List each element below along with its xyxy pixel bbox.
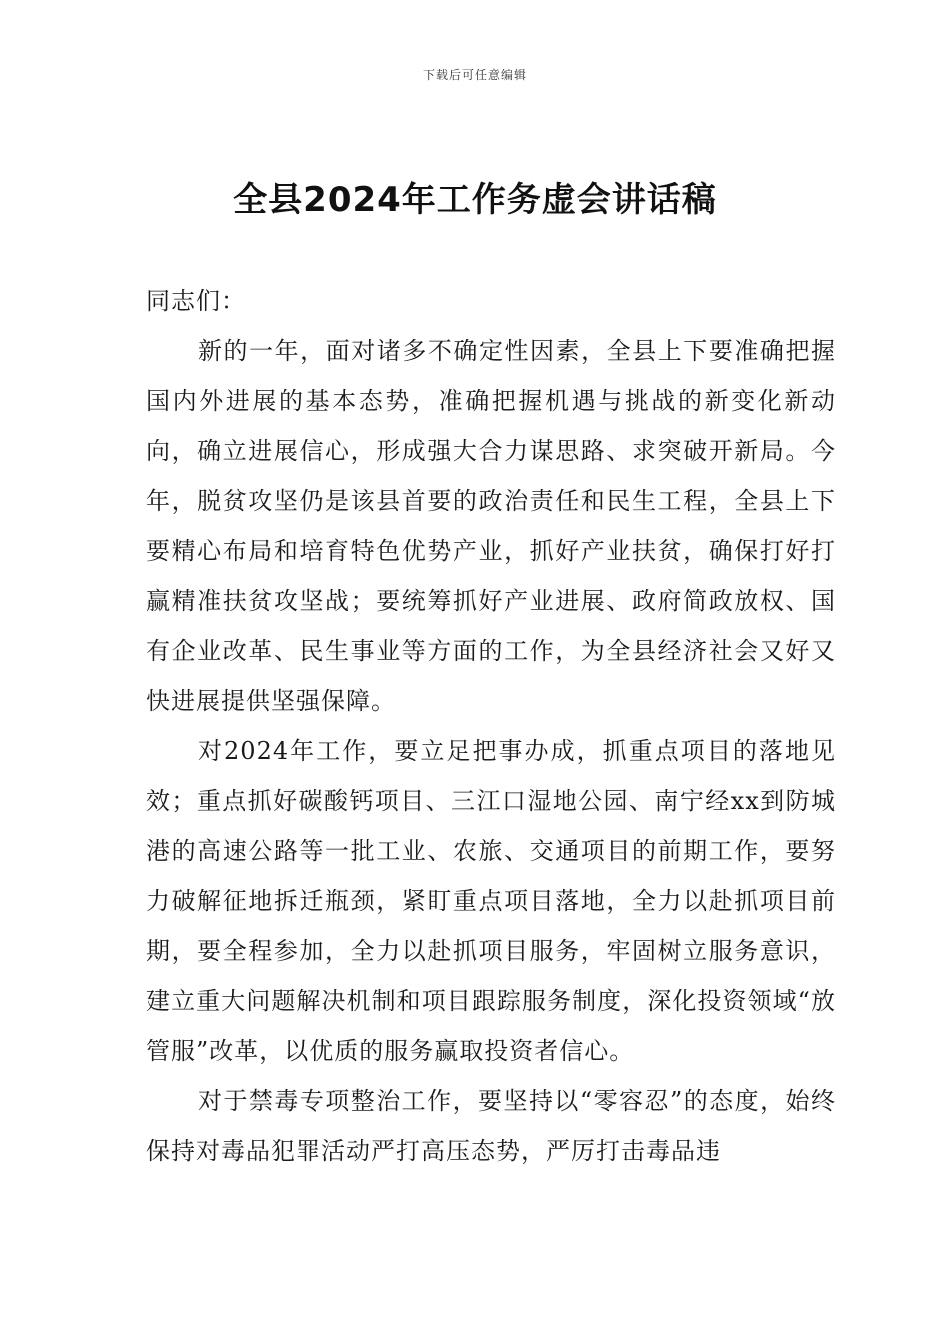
document-title: 全县2024年工作务虚会讲话稿 bbox=[233, 180, 717, 220]
document-body bbox=[146, 276, 836, 1176]
paragraph-3: 对于禁毒专项整治工作，要坚持以“零容忍”的态度，始终保持对毒品犯罪活动严打高压态势，严厉打击毒品违 bbox=[146, 1087, 836, 1165]
paragraph-2: 对2024年工作，要立足把事办成，抓重点项目的落地见效；重点抓好碳酸钙项目、三江口湿地公园、南宁经xx到防城港的高速公路等一批工业、农旅、交通项目的前期工作，要努力破解征地拆迁瓶颈，紧盯重点项目落地，全力以赴抓项目前期，要全程参加，全力以赴抓项目服务，牢固树立服务意识，建立重大问题解决机制和项目跟踪服务制度，深化投资领域“放管服”改革，以优质的服务赢取投资者信心。 bbox=[146, 737, 836, 1065]
header-note: 下载后可任意编辑 bbox=[422, 68, 527, 82]
salutation: 同志们： bbox=[146, 287, 246, 315]
paragraph-1: 新的一年，面对诸多不确定性因素，全县上下要准确把握国内外进展的基本态势，准确把握机遇与挑战的新变化新动向，确立进展信心，形成强大合力谋思路、求突破开新局。今年，脱贫攻坚仍是该县首要的政治责任和民生工程，全县上下要精心布局和培育特色优势产业，抓好产业扶贫，确保打好打赢精准扶贫攻坚战；要统筹抓好产业进展、政府简政放权、国有企业改革、民生事业等方面的工作，为全县经济社会又好又快进展提供坚强保障。 bbox=[146, 337, 836, 715]
